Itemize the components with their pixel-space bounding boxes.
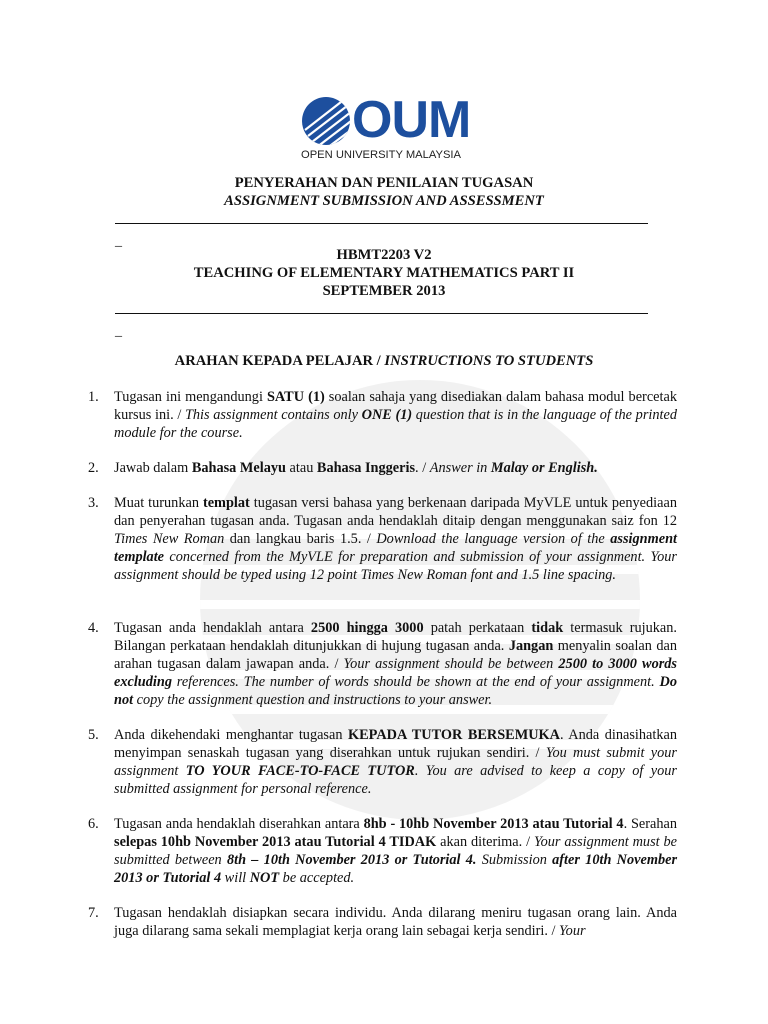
oum-logo-icon [301,96,351,146]
instructions-heading-malay: ARAHAN KEPADA PELAJAR / [174,353,385,369]
item-number: 6. [88,816,99,832]
item-text: Jawab dalam Bahasa Melayu atau Bahasa Inggeris. / Answer in Malay or English. [114,460,598,476]
item-number: 5. [88,727,99,743]
logo-wordmark: OUM [352,91,471,149]
oum-logo [301,91,471,162]
title-english: ASSIGNMENT SUBMISSION AND ASSESSMENT [224,193,544,209]
logo-subtitle: OPEN UNIVERSITY MALAYSIA [301,149,461,161]
item-number: 2. [88,460,99,476]
course-name: TEACHING OF ELEMENTARY MATHEMATICS PART II [193,265,575,281]
item-text: Tugasan anda hendaklah antara 2500 hingga 3000 patah perkataan tidak termasuk rujukan. Bilangan perkataan hendaklah ditunjukkan di hujung tugasan anda. Jangan menyalin soalan dan arahan tugasan dalam jawapan anda. / Your assignment should be between 2500 to 3000 words excluding references. The number of words should be shown at the end of your assignment. Do not copy the assignment question and instructions to your answer. [114,620,678,708]
instructions-heading [100,352,668,370]
item-text: Tugasan hendaklah disiapkan secara individu. Anda dilarang meniru tugasan orang lain. Anda juga dilarang sama sekali memplagiat kerja orang lain sebagai kerja sendiri. / Your [114,905,677,939]
title-malay: PENYERAHAN DAN PENILAIAN TUGASAN [234,175,534,191]
divider-dash: _ [115,234,122,249]
item-number: 7. [88,905,99,921]
divider-line [115,223,648,224]
divider-dash: _ [115,324,122,339]
item-text: Tugasan anda hendaklah diserahkan antara 8hb - 10hb November 2013 atau Tutorial 4. Serahan selepas 10hb November 2013 atau Tutorial 4 TIDAK akan diterima. / Your assignment must be submitted between 8th – 10th November 2013 or Tutorial 4. Submission after 10th November 2013 or Tutorial 4 will NOT be accepted. [114,816,678,886]
item-number: 1. [88,389,99,405]
item-text: Tugasan ini mengandungi SATU (1) soalan sahaja yang disediakan dalam bahasa modul bercetak kursus ini. / This assignment contains only ONE (1) question that is in the language of the printed module for the course. [114,389,677,441]
item-number: 3. [88,495,99,511]
divider-line [115,313,648,314]
instructions-heading-english: INSTRUCTIONS TO STUDENTS [384,353,594,369]
semester: SEPTEMBER 2013 [322,283,446,299]
item-text: Anda dikehendaki menghantar tugasan KEPADA TUTOR BERSEMUKA. Anda dinasihatkan menyimpan senaskah tugasan yang diserahkan untuk rujukan sendiri. / You must submit your assignment TO YOUR FACE-TO-FACE TUTOR. You are advised to keep a copy of your submitted assignment for personal reference. [114,727,677,797]
item-text: Muat turunkan templat tugasan versi bahasa yang berkenaan daripada MyVLE untuk penyediaan dan penyerahan tugasan anda. Tugasan anda hendaklah ditaip dengan menggunakan saiz fon 12 Times New Roman dan langkau baris 1.5. / Download the language version of the assignment template concerned from the MyVLE for preparation and submission of your assignment. Your assignment should be typed using 12 point Times New Roman font and 1.5 line spacing. [114,495,677,583]
item-number: 4. [88,620,99,636]
course-code: HBMT2203 V2 [336,247,432,263]
